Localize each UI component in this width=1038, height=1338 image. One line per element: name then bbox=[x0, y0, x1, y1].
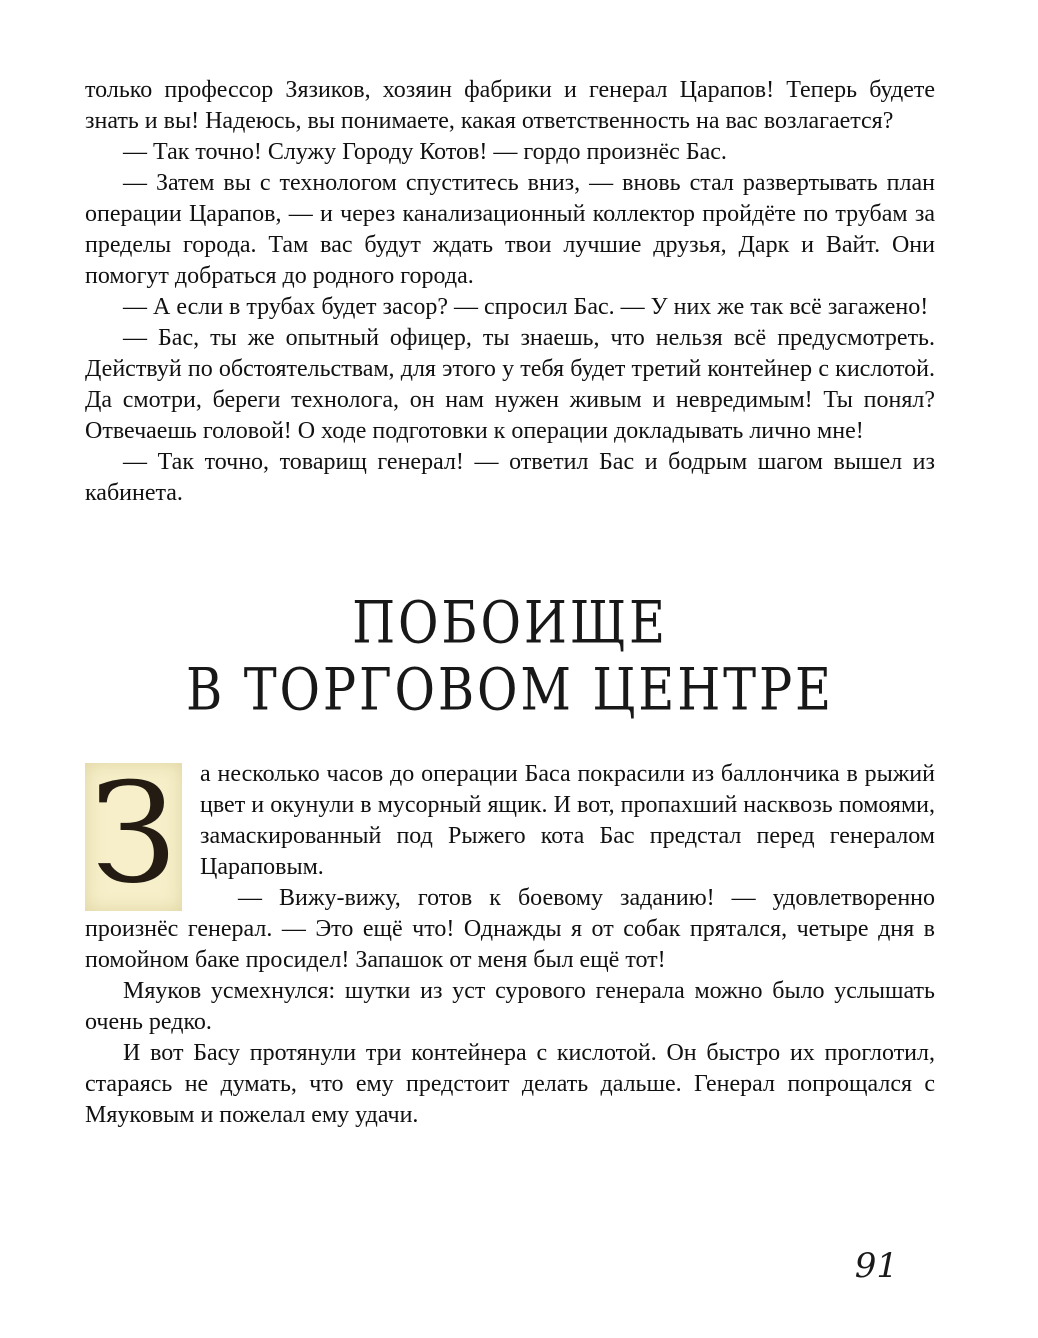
paragraph: — А если в трубах будет засор? — спросил Бас. — У них же так всё загажено! bbox=[123, 294, 929, 320]
chapter-title-line2: В ТОРГОВОМ ЦЕНТРЕ bbox=[186, 657, 834, 725]
chapter-body bbox=[85, 753, 935, 1131]
paragraph: только профессор Зязиков, хозяин фабрики и генерал Царапов! Теперь будете знать и вы! Надеюсь, вы понимаете, какая ответственность на вас возлагается? bbox=[85, 77, 935, 134]
page-number: 91 bbox=[854, 1246, 898, 1286]
chapter-title bbox=[106, 590, 914, 724]
paragraph: — Так точно! Служу Городу Котов! — гордо произнёс Бас. bbox=[123, 139, 727, 165]
paragraph: — Так точно, товарищ генерал! — ответил Бас и бодрым шагом вышел из кабинета. bbox=[85, 449, 935, 506]
paragraph: И вот Басу протянули три контейнера с кислотой. Он быстро их проглотил, стараясь не думать, что ему предстоит делать дальше. Генерал попрощался с Мяуковым и пожелал ему удачи. bbox=[85, 1040, 935, 1128]
top-text-block bbox=[85, 75, 935, 509]
paragraph: а несколько часов до операции Баса покрасили из баллончика в рыжий цвет и окунули в мусорный ящик. И вот, пропахший насквозь помоями, замаскированный под Рыжего кота Бас предстал перед генералом Цараповым. bbox=[200, 761, 935, 880]
paragraph: — Вижу-вижу, готов к боевому заданию! — удовлетворенно произнёс генерал. — Это ещё что! Однажды я от собак прятался, четыре дня в помойном баке просидел! Запашок от меня был ещё тот! bbox=[85, 885, 935, 973]
chapter-title-line1: ПОБОИЩЕ bbox=[352, 589, 668, 657]
drop-cap-letter: З bbox=[85, 763, 182, 911]
paragraph: — Затем вы с технологом спуститесь вниз, — вновь стал развертывать план операции Царапов, — и через канализационный коллектор пройдёте по трубам за пределы города. Там вас будут ждать твои лучшие друзья, Дарк и Вайт. Они помогут добраться до родного города. bbox=[85, 170, 935, 289]
paragraph: — Бас, ты же опытный офицер, ты знаешь, что нельзя всё предусмотреть. Действуй по обстоятельствам, для этого у тебя будет третий контейнер с кислотой. Да смотри, береги технолога, он нам нужен живым и невредимым! Ты понял? Отвечаешь головой! О ходе подготовки к операции докладывать лично мне! bbox=[85, 325, 935, 444]
paragraph: Мяуков усмехнулся: шутки из уст сурового генерала можно было услышать очень редко. bbox=[85, 978, 935, 1035]
